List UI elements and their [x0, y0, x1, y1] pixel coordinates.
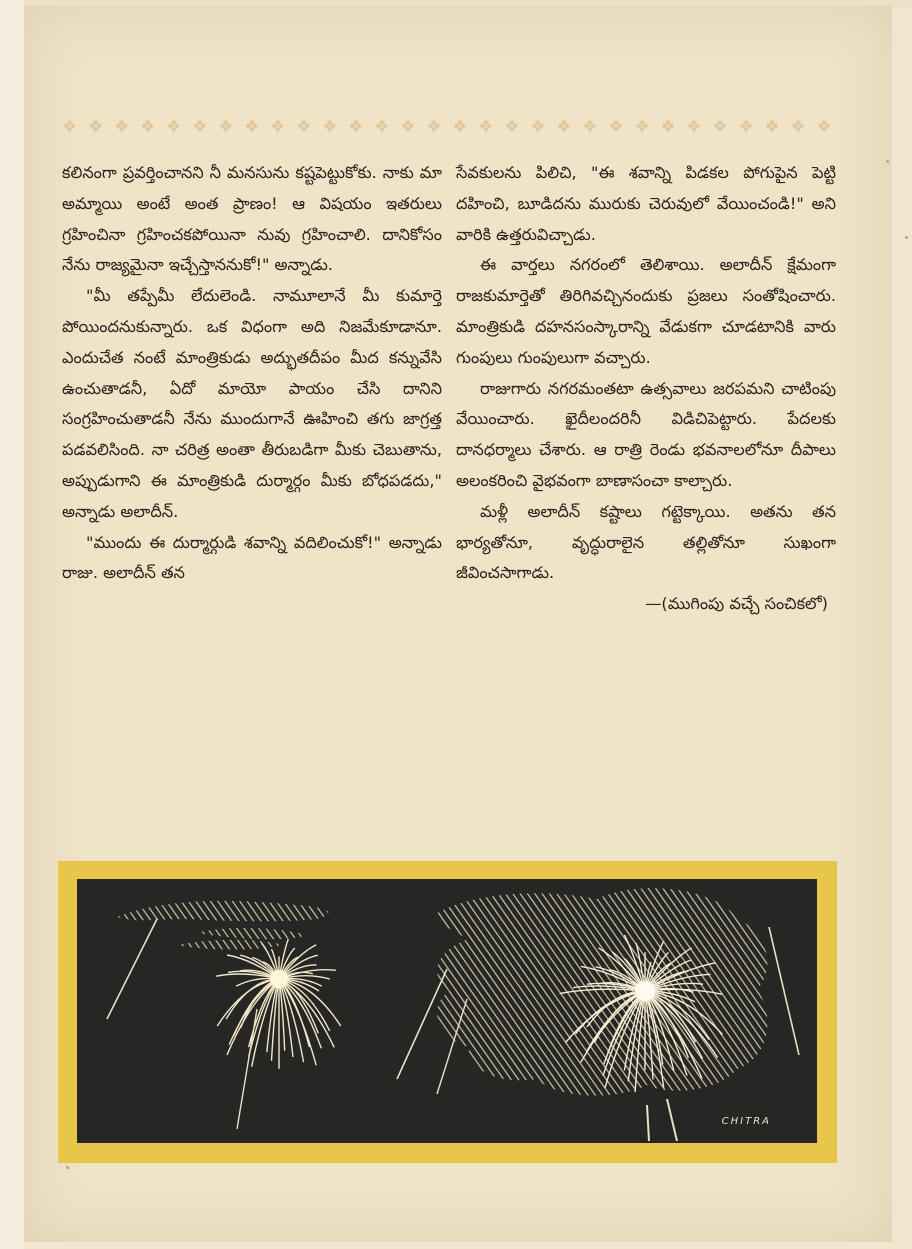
page-left-edge: [0, 0, 24, 1249]
ornament-glyph: ❖: [400, 117, 416, 137]
ornament-glyph: ❖: [140, 117, 156, 137]
continued-note: —(ముగింపు వచ్చే సంచికలో): [645, 594, 828, 614]
paragraph: "మీ తప్పేమీ లేదులెండి. నామూలానే మీ కుమార్తె పోయిందనుకున్నారు. ఒక విధంగా అది నిజమేకూడానూ. ఎందుచేత నంటే మాంత్రికుడు అద్భుతదీపం మీద కన్నువేసి ఉంచుతాడనీ, ఏదో మాయో పాయం చేసి దానిని సంగ్రహించుతాడనీ నేను ముందుగానే ఊహించి తగు జాగ్రత్త పడవలిసింది. నా చరిత్ర అంతా తీరుబడిగా మీకు చెబుతాను, అప్పుడుగాని ఈ మాంత్రికుడి దుర్మార్గం మీకు బోధపడదు," అన్నాడు అలాదీన్.: [62, 286, 442, 521]
rocket-streak: [769, 927, 799, 1055]
ornament-glyph: ❖: [374, 117, 390, 137]
ornament-glyph: ❖: [738, 117, 754, 137]
burst-center: [635, 981, 655, 1001]
ornament-glyph: ❖: [88, 117, 104, 137]
ornament-glyph: ❖: [504, 117, 520, 137]
ornament-glyph: ❖: [218, 117, 234, 137]
ornament-glyph: ❖: [608, 117, 624, 137]
ornament-glyph: ❖: [790, 117, 806, 137]
ornament-glyph: ❖: [582, 117, 598, 137]
paragraph: మళ్లీ అలాదీన్ కష్టాలు గట్టెక్కాయి. అతను తన భార్యతోనూ, వృద్ధురాలైన తల్లితోనూ సుఖంగా జీవించసాగాడు.: [456, 501, 836, 583]
rocket-streak: [667, 1099, 677, 1141]
ornament-glyph: ❖: [192, 117, 208, 137]
fireworks-illustration: [77, 879, 817, 1143]
ornament-glyph: ❖: [556, 117, 572, 137]
ornament-glyph: ❖: [244, 117, 260, 137]
paragraph: "ముందు ఈ దుర్మార్గుడి శవాన్ని వదిలించుకో!" అన్నాడు రాజు. అలాదీన్ తన: [62, 532, 442, 583]
paragraph: రాజుగారు నగరమంతటా ఉత్సవాలు జరపమని చాటింపు వేయించారు. ఖైదీలందరినీ విడిచిపెట్టారు. పేదలకు దానధర్మాలు చేశారు. ఆ రాత్రి రెండు భవనాలలోనూ దీపాలు అలంకరించి వైభవంగా బాణాసంచా కాల్చారు.: [456, 378, 836, 490]
firework-burst-left: [216, 939, 341, 1069]
paragraph: సేవకులను పిలిచి, "ఈ శవాన్ని పిడకల పోగుపైన పెట్టి దహించి, బూడిదను మురుకు చెరువులో వేయించండి!" అని వారికి ఉత్తరువిచ్చాడు.: [456, 163, 836, 244]
left-text-column: [62, 158, 442, 589]
ornament-glyph: ❖: [478, 117, 494, 137]
cloud-shape: [117, 901, 328, 921]
ornament-glyph: ❖: [166, 117, 182, 137]
ornament-glyph: ❖: [686, 117, 702, 137]
rocket-streak: [397, 969, 447, 1079]
paragraph: కలినంగా ప్రవర్తించానని నీ మనసును కష్టపెట్టుకోకు. నాకు మా అమ్మాయి అంటే అంత ప్రాణం! ఆ విషయం ఇతరులు గ్రహించినా గ్రహించకపోయినా నువు గ్రహించాలి. దానికోసం నేను రాజ్యమైనా ఇచ్చేస్తాననుకో!" అన్నాడు.: [62, 163, 442, 275]
illustration-frame: [58, 861, 837, 1163]
ornament-glyph: ❖: [62, 117, 78, 137]
cloud-shape: [197, 928, 307, 939]
ornament-glyph: ❖: [530, 117, 546, 137]
right-text-column: [456, 158, 836, 620]
ornament-glyph: ❖: [114, 117, 130, 137]
ornament-glyph: ❖: [348, 117, 364, 137]
ornamental-border: [62, 116, 832, 138]
ornament-glyph: ❖: [452, 117, 468, 137]
fireworks-drawing: [77, 879, 817, 1143]
ornament-glyph: ❖: [322, 117, 338, 137]
paper-speck: [886, 160, 889, 163]
artist-signature: CHITRA: [721, 1116, 771, 1127]
rocket-streak: [107, 919, 157, 1019]
ornament-glyph: ❖: [764, 117, 780, 137]
ornament-glyph: ❖: [426, 117, 442, 137]
ornament-glyph: ❖: [816, 117, 832, 137]
ornament-glyph: ❖: [712, 117, 728, 137]
burst-center: [270, 970, 288, 988]
rocket-streak: [647, 1105, 649, 1141]
ornament-glyph: ❖: [296, 117, 312, 137]
cloud-shape: [177, 940, 282, 950]
cloud-shape: [437, 888, 767, 1096]
paper-speck: [905, 236, 908, 239]
ornament-glyph: ❖: [660, 117, 676, 137]
paragraph: ఈ వార్తలు నగరంలో తెలిశాయి. అలాదీన్ క్షేమంగా రాజకుమార్తెతో తిరిగివచ్చినందుకు ప్రజలు సంతోషించారు. మాంత్రికుడి దహనసంస్కారాన్ని వేడుకగా చూడటానికి వారు గుంపులు గుంపులుగా వచ్చారు.: [456, 255, 836, 367]
paper-speck: [66, 1166, 69, 1169]
ornament-glyph: ❖: [270, 117, 286, 137]
ornament-glyph: ❖: [634, 117, 650, 137]
